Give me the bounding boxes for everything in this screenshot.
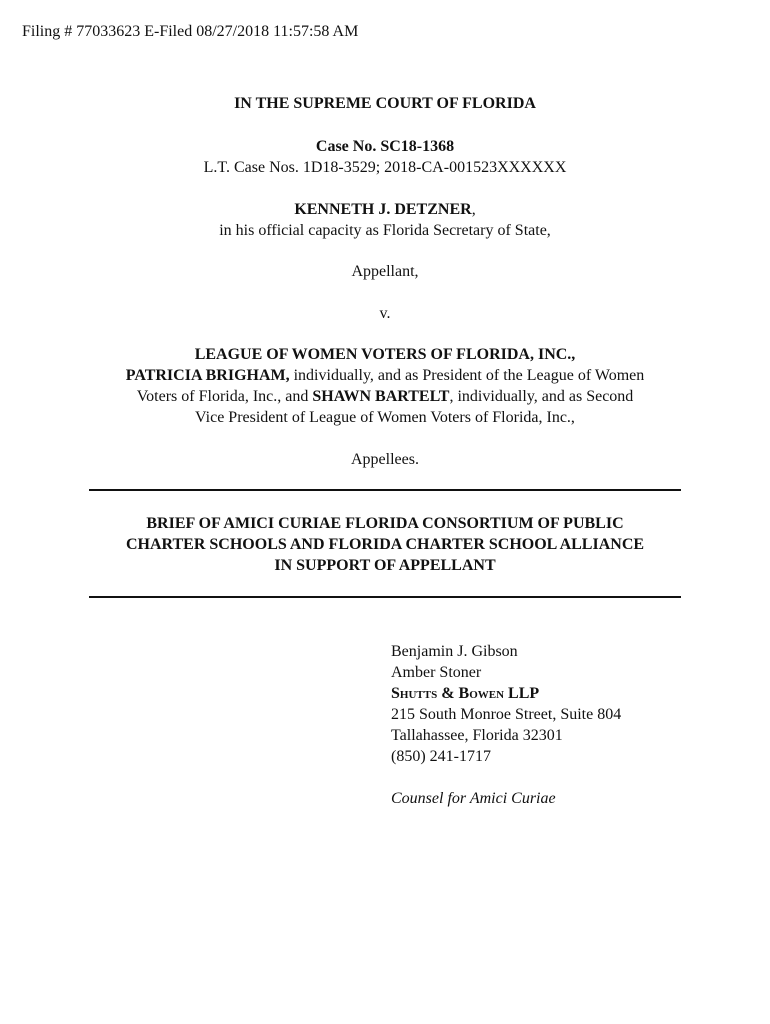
court-name: IN THE SUPREME COURT OF FLORIDA: [234, 95, 536, 112]
appellant-name: KENNETH J. DETZNER: [294, 201, 472, 218]
filing-header: Filing # 77033623 E-Filed 08/27/2018 11:57:58 AM: [22, 23, 359, 40]
attorney-name-2: Amber Stoner: [391, 664, 482, 681]
appellees-role: Appellees.: [351, 451, 419, 468]
appellant-capacity: in his official capacity as Florida Secretary of State,: [219, 222, 551, 239]
appellant-name-line: [0, 199, 770, 220]
appellee-line-4: Vice President of League of Women Voters of Florida, Inc.,: [195, 409, 575, 426]
appellee-organization: LEAGUE OF WOMEN VOTERS OF FLORIDA, INC.,: [194, 346, 576, 363]
firm-street-address: 215 South Monroe Street, Suite 804: [391, 706, 622, 723]
appellee-line3-start: Voters of Florida, Inc., and: [136, 388, 313, 405]
law-firm-name: Shutts & Bowen LLP: [391, 685, 540, 702]
firm-city-state-zip: Tallahassee, Florida 32301: [391, 727, 563, 744]
appellee-person1-name: PATRICIA BRIGHAM,: [125, 367, 290, 384]
appellant-name-suffix: ,: [471, 201, 476, 218]
lower-tribunal-case-numbers: L.T. Case Nos. 1D18-3529; 2018-CA-001523XXXXXX: [203, 159, 567, 176]
counsel-spacer: [391, 767, 621, 788]
appellee-line3-end: , individually, and as Second: [449, 388, 634, 405]
appellee-line-2: [0, 365, 770, 386]
brief-title-line-2: CHARTER SCHOOLS AND FLORIDA CHARTER SCHOOL ALLIANCE: [125, 536, 645, 553]
appellee-person2-name: SHAWN BARTELT: [312, 388, 450, 405]
firm-phone: (850) 241-1717: [391, 748, 491, 765]
top-divider: [89, 489, 681, 491]
case-number: Case No. SC18-1368: [315, 138, 455, 155]
brief-title-line-1: BRIEF OF AMICI CURIAE FLORIDA CONSORTIUM OF PUBLIC: [146, 515, 624, 532]
appellee-line-3: [0, 386, 770, 407]
counsel-role: Counsel for Amici Curiae: [391, 790, 556, 807]
attorney-name-1: Benjamin J. Gibson: [391, 643, 518, 660]
brief-title-line-3: IN SUPPORT OF APPELLANT: [274, 557, 496, 574]
versus: v.: [379, 305, 391, 322]
appellant-role: Appellant,: [351, 263, 419, 280]
bottom-divider: [89, 596, 681, 598]
counsel-block: [391, 641, 621, 809]
appellee-person1-description: individually, and as President of the League of Women: [289, 367, 645, 384]
